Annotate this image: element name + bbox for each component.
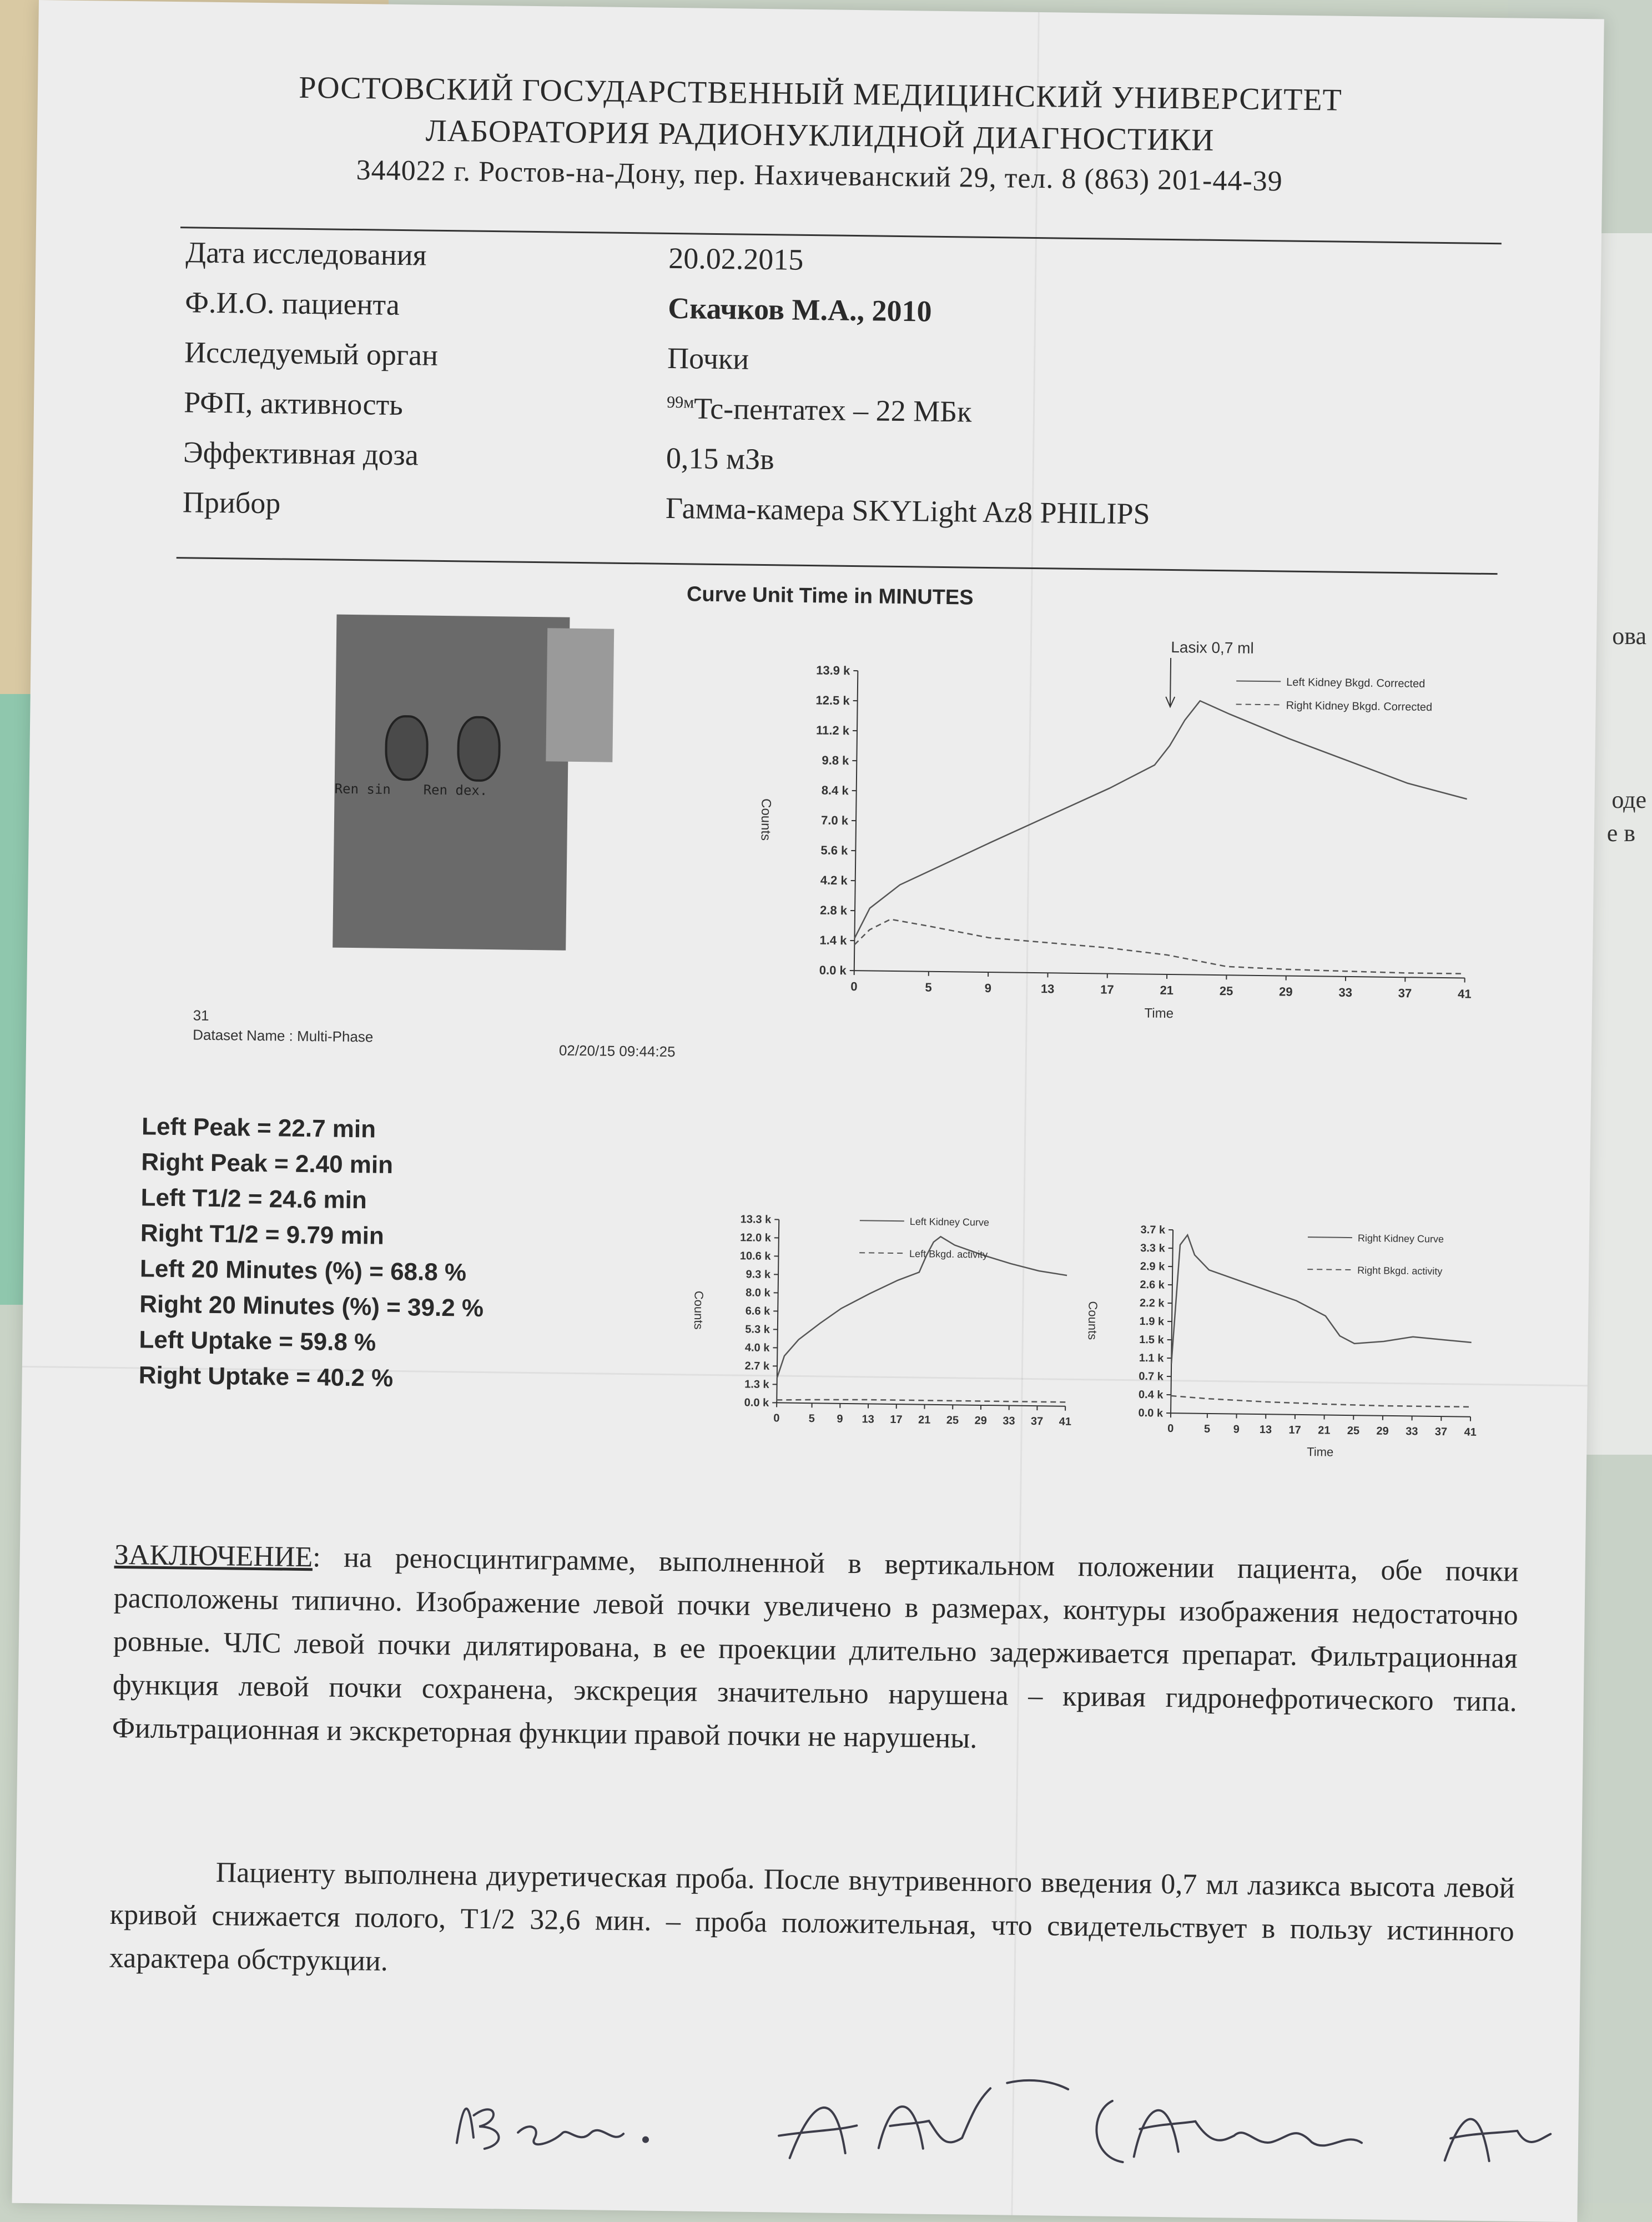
lab-name: ЛАБОРАТОРИЯ РАДИОНУКЛИДНОЙ ДИАГНОСТИКИ [37, 108, 1603, 163]
y-tick-label: 13.9 k [816, 663, 850, 678]
x-tick-label: 41 [1464, 1426, 1477, 1439]
x-axis [1171, 1413, 1470, 1417]
y-axis-label: Counts [1086, 1301, 1100, 1340]
lasix-marker [1170, 658, 1171, 705]
conclusion-text: : на реносцинтиграмме, выполненной в вертикальном положении пациента, обе почки расположены типично. Изображение левой почки увеличено в размерах, контуры изображения недостаточно ровные. ЧЛС левой почки дилятирована, в ее проекции длительно задерживается препарат. Фильтрационная функция левой почки сохранена, экскреция значительно нарушена – кривая гидронефротического типа. Фильтрационная и экскреторная функции правой почки не нарушены. [112, 1541, 1519, 1755]
y-tick-label: 8.4 k [822, 783, 849, 798]
x-tick-label: 9 [985, 981, 992, 995]
y-tick-label: 2.8 k [820, 903, 848, 918]
divider [177, 557, 1498, 575]
stat-left-peak: Left Peak = 22.7 min [142, 1109, 486, 1149]
stat-right-t-half: Right T1/2 = 9.79 min [140, 1215, 485, 1255]
y-tick-label: 3.7 k [1140, 1224, 1166, 1236]
x-tick-label: 5 [925, 981, 932, 994]
y-tick-label: 5.3 k [745, 1323, 770, 1336]
field-value [668, 241, 804, 277]
legend-entry: Left Kidney Bkgd. Corrected [1286, 676, 1425, 690]
field-label: Эффективная доза [183, 435, 419, 472]
right-kidney-svg [1065, 1218, 1489, 1467]
edge-fragment: е в [1607, 819, 1635, 847]
conclusion-heading: ЗАКЛЮЧЕНИЕ [114, 1539, 313, 1573]
field-value-text: Гамма-камера SKYLight Az8 PHILIPS [666, 491, 1150, 531]
y-axis-label: Counts [692, 1291, 706, 1330]
scan-artifact [546, 628, 614, 762]
legend-swatch [1308, 1237, 1352, 1238]
edge-fragment: оде [1611, 786, 1646, 814]
y-tick-label: 1.3 k [744, 1378, 770, 1391]
y-tick-label: 4.2 k [820, 873, 848, 888]
y-tick-label: 6.6 k [746, 1305, 771, 1318]
x-tick-label: 29 [1376, 1425, 1389, 1437]
y-axis-label: Counts [758, 798, 774, 841]
legend-entry: Left Bkgd. activity [909, 1248, 988, 1260]
frame-number: 31 [193, 1007, 209, 1024]
field-value [667, 341, 749, 376]
x-tick-label: 37 [1435, 1426, 1448, 1438]
x-tick-label: 9 [837, 1413, 843, 1425]
y-tick-label: 2.2 k [1140, 1297, 1165, 1310]
x-tick-label: 37 [1398, 986, 1412, 1000]
stat-left-t-half: Left T1/2 = 24.6 min [140, 1180, 485, 1220]
y-tick-label: 1.1 k [1139, 1352, 1165, 1365]
renogram-statistics [138, 1109, 486, 1397]
x-axis-label: Time [1144, 1006, 1173, 1021]
x-tick-label: 17 [1100, 982, 1114, 996]
field-value [667, 391, 972, 429]
dataset-name: Dataset Name : Multi-Phase [193, 1027, 373, 1046]
x-tick-label: 29 [1279, 984, 1293, 998]
y-tick-label: 9.3 k [746, 1268, 771, 1281]
x-tick-label: 5 [1204, 1423, 1210, 1435]
field-label: Прибор [183, 485, 281, 520]
field-label: Исследуемый орган [184, 335, 438, 373]
y-tick-label: 0.7 k [1139, 1370, 1164, 1383]
x-tick-label: 25 [946, 1414, 959, 1426]
x-tick-label: 0 [850, 979, 858, 993]
acquisition-timestamp: 02/20/15 09:44:25 [559, 1042, 676, 1061]
x-tick-label: 33 [1406, 1425, 1418, 1437]
field-value [666, 441, 774, 476]
field-label: Дата исследования [185, 235, 427, 272]
x-tick-label: 13 [862, 1413, 874, 1425]
series-line-0 [1171, 1235, 1473, 1367]
x-tick-label: 41 [1059, 1416, 1072, 1428]
legend-entry: Right Bkgd. activity [1357, 1265, 1442, 1277]
x-tick-label: 17 [1288, 1424, 1301, 1436]
kidney-roi-left [385, 715, 429, 781]
x-tick-label: 13 [1260, 1424, 1272, 1436]
x-tick-label: 37 [1031, 1415, 1044, 1427]
lasix-annotation: Lasix 0,7 ml [1171, 639, 1254, 657]
x-axis-label: Time [1307, 1445, 1333, 1459]
stat-left-uptake: Left Uptake = 59.8 % [139, 1322, 483, 1362]
x-tick-label: 13 [1041, 982, 1055, 996]
x-tick-label: 21 [918, 1414, 931, 1426]
y-tick-label: 2.9 k [1140, 1260, 1166, 1273]
isotope-mass-number: 99м [667, 393, 694, 412]
x-tick-label: 5 [809, 1412, 815, 1425]
y-tick-label: 12.5 k [815, 693, 850, 708]
y-tick-label: 4.0 k [745, 1341, 770, 1354]
edge-fragment: ова [1612, 622, 1646, 650]
y-tick-label: 1.9 k [1139, 1315, 1165, 1328]
field-value-text: Tc-пентатех – 22 МБк [694, 391, 972, 428]
y-tick-label: 11.2 k [816, 723, 850, 738]
field-value-text: 0,15 мЗв [666, 441, 774, 476]
legend-swatch [860, 1220, 904, 1221]
y-tick-label: 0.0 k [744, 1396, 770, 1409]
field-value [668, 291, 932, 329]
y-tick-label: 7.0 k [821, 813, 849, 828]
x-tick-label: 9 [1233, 1423, 1240, 1435]
field-value-text: Скачков М.А., 2010 [668, 291, 932, 328]
lab-address: 344022 г. Ростов-на-Дону, пер. Нахичеванский 29, тел. 8 (863) 201-44-39 [37, 150, 1603, 202]
field-label: Ф.И.О. пациента [185, 285, 400, 322]
y-tick-label: 2.7 k [744, 1360, 770, 1373]
legend-entry: Right Kidney Curve [1358, 1233, 1444, 1245]
y-tick-label: 9.8 k [822, 753, 849, 768]
y-tick-label: 10.6 k [740, 1250, 772, 1263]
left-kidney-chart [665, 1207, 1079, 1454]
y-tick-label: 8.0 k [746, 1286, 771, 1299]
legend-swatch [1236, 704, 1281, 705]
stat-right-peak: Right Peak = 2.40 min [141, 1144, 486, 1184]
stat-right-uptake: Right Uptake = 40.2 % [138, 1358, 483, 1397]
y-tick-label: 0.4 k [1139, 1389, 1164, 1401]
roi-label-right: Ren dex. [424, 782, 488, 798]
x-tick-label: 0 [773, 1412, 779, 1424]
field-value-text: 20.02.2015 [668, 242, 804, 277]
field-value-text: Почки [667, 341, 749, 376]
renal-scintigram-image [333, 615, 570, 951]
y-tick-label: 1.4 k [819, 933, 847, 948]
chart-title: Curve Unit Time in MINUTES [687, 582, 974, 610]
y-tick-label: 0.0 k [1138, 1407, 1164, 1420]
series-line-1 [1171, 1396, 1470, 1407]
y-tick-label: 12.0 k [740, 1231, 772, 1244]
x-tick-label: 21 [1160, 983, 1173, 997]
legend-swatch [1307, 1269, 1352, 1270]
series-line-0 [854, 697, 1468, 946]
series-line-1 [854, 919, 1465, 974]
x-tick-label: 25 [1220, 984, 1233, 998]
field-value [666, 491, 1151, 531]
main-renogram-svg [709, 625, 1480, 1067]
field-label: РФП, активность [184, 385, 403, 422]
x-axis [777, 1402, 1065, 1406]
institution-name: РОСТОВСКИЙ ГОСУДАРСТВЕННЫЙ МЕДИЦИНСКИЙ УНИВЕРСИТЕТ [38, 67, 1604, 121]
y-tick-label: 1.5 k [1139, 1334, 1165, 1346]
y-tick-label: 3.3 k [1140, 1242, 1166, 1255]
x-tick-label: 41 [1458, 987, 1472, 1001]
right-kidney-chart [1065, 1218, 1489, 1470]
x-tick-label: 25 [1347, 1425, 1360, 1437]
y-tick-label: 5.6 k [820, 843, 848, 858]
diuretic-test-paragraph: Пациенту выполнена диуретическая проба. После внутривенного введения 0,7 мл лазикса высота левой кривой снижается полого, Т1/2 32,6 мин. – проба положительная, что свидетельствует в пользу истинного характера обструкции. [109, 1850, 1515, 1997]
y-tick-label: 0.0 k [819, 963, 847, 978]
y-tick-label: 2.6 k [1140, 1279, 1165, 1291]
stat-right-20-min: Right 20 Minutes (%) = 39.2 % [139, 1286, 484, 1326]
doctor-signature [445, 2059, 1557, 2184]
roi-label-left: Ren sin [335, 781, 391, 797]
x-tick-label: 33 [1338, 986, 1352, 999]
x-tick-label: 21 [1318, 1424, 1331, 1436]
x-tick-label: 33 [1003, 1415, 1015, 1427]
x-tick-label: 29 [974, 1415, 987, 1427]
x-tick-label: 17 [890, 1414, 903, 1426]
x-tick-label: 0 [1167, 1422, 1173, 1435]
left-kidney-svg [665, 1207, 1079, 1451]
legend-entry: Left Kidney Curve [910, 1216, 989, 1228]
report-sheet [12, 0, 1604, 2222]
legend-entry: Right Kidney Bkgd. Corrected [1286, 700, 1433, 713]
y-tick-label: 13.3 k [741, 1213, 772, 1226]
conclusion-paragraph [112, 1534, 1519, 1767]
main-renogram-chart [709, 625, 1480, 1070]
stat-left-20-min: Left 20 Minutes (%) = 68.8 % [140, 1251, 485, 1291]
kidney-roi-right [457, 716, 501, 782]
patient-info [39, 0, 1604, 19]
